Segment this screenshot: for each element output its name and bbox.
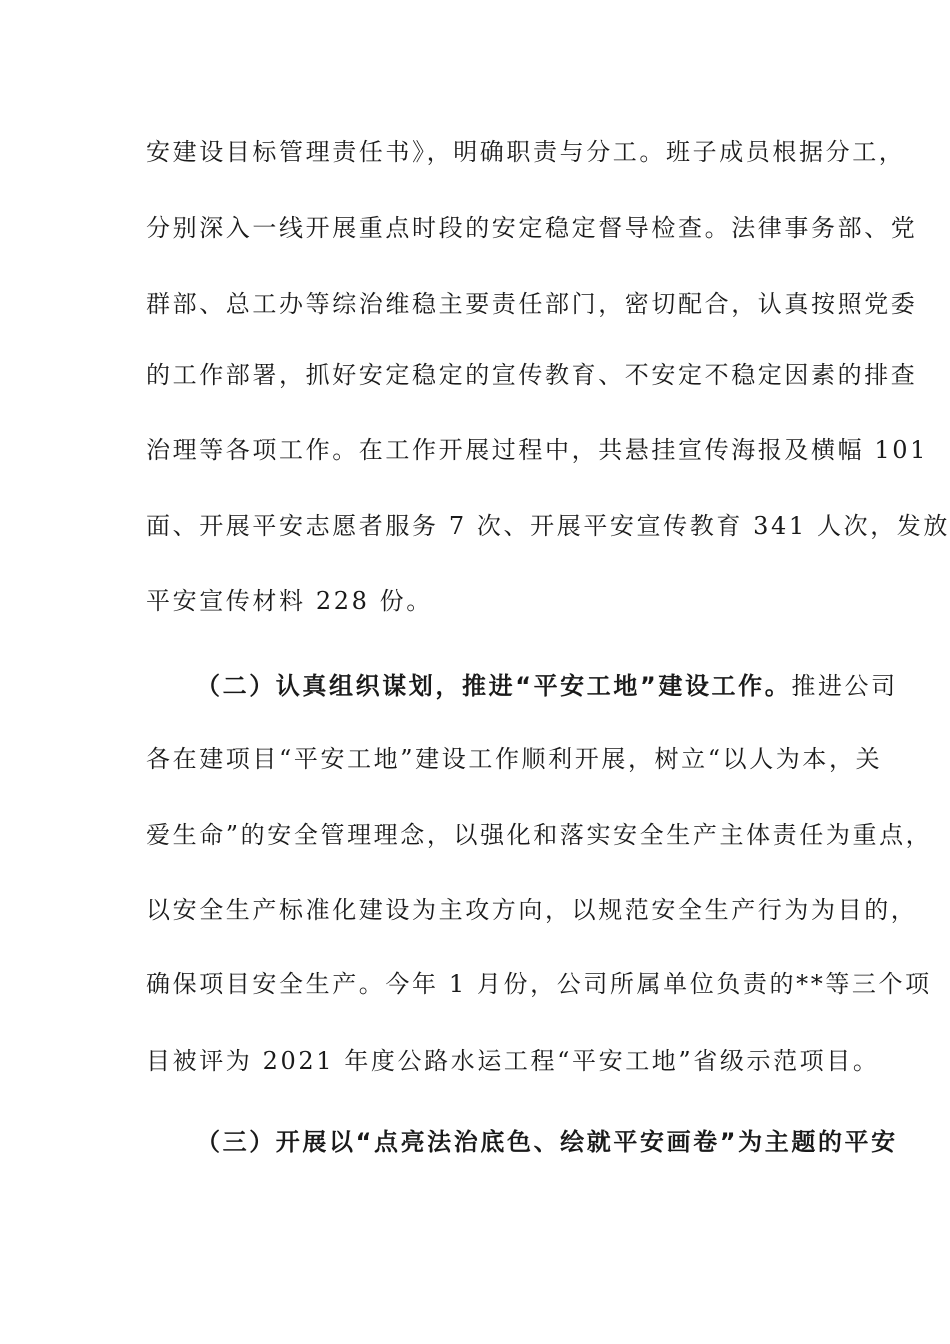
paragraph-line: 分别深入一线开展重点时段的安定稳定督导检查。法律事务部、党: [146, 214, 918, 242]
paragraph-line: 爱生命”的安全管理理念，以强化和落实安全生产主体责任为重点，: [146, 821, 933, 849]
paragraph-line: 各在建项目“平安工地”建设工作顺利开展，树立“以人为本，关: [146, 745, 883, 773]
paragraph-line: 面、开展平安志愿者服务 7 次、开展平安宣传教育 341 人次，发放: [146, 512, 950, 540]
section-3-heading: （三）开展以“点亮法治底色、绘就平安画卷”为主题的平安: [196, 1128, 898, 1156]
paragraph-line: 治理等各项工作。在工作开展过程中，共悬挂宣传海报及横幅 101: [146, 436, 929, 464]
paragraph-line: 确保项目安全生产。今年 1 月份，公司所属单位负责的**等三个项: [146, 970, 932, 998]
section-2-heading-tail: 推进公司: [791, 672, 898, 700]
paragraph-line: 平安宣传材料 228 份。: [146, 587, 433, 615]
paragraph-line: 的工作部署，抓好安定稳定的宣传教育、不安定不稳定因素的排查: [146, 361, 918, 389]
paragraph-line: 以安全生产标准化建设为主攻方向，以规范安全生产行为为目的，: [146, 896, 918, 924]
section-2-heading: （二）认真组织谋划，推进“平安工地”建设工作。: [196, 672, 792, 700]
paragraph-line: 群部、总工办等综治维稳主要责任部门，密切配合，认真按照党委: [146, 290, 918, 318]
paragraph-line: 安建设目标管理责任书》，明确职责与分工。班子成员根据分工，: [146, 138, 906, 166]
section-2-first-line: [196, 666, 898, 706]
paragraph-line: 目被评为 2021 年度公路水运工程“平安工地”省级示范项目。: [146, 1047, 880, 1075]
